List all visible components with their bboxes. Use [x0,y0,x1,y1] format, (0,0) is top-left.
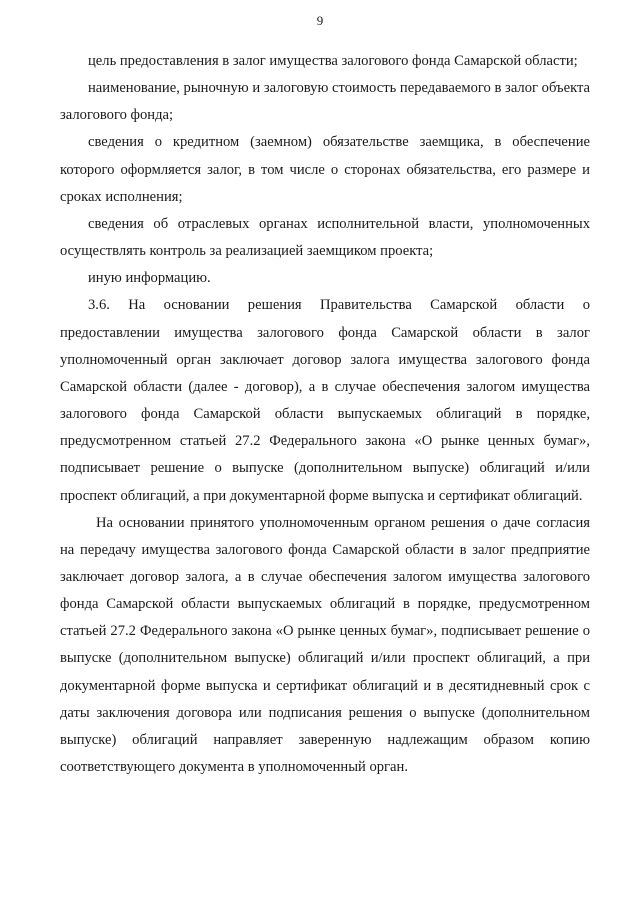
paragraph-other-info: иную информацию. [88,270,211,287]
paragraph-enterprise-contract: На основании принятого уполномоченным органом решения о даче согласия на передачу имущества залогового фонда Самарской области в залог предприятие заключает договор залога, а в случае обеспечения залогом имущества залогового фонда Самарской области выпускаемых облигаций в порядке, предусмотренном статьей 27.2 Федерального закона «О рынке ценных бумаг», подписывает решение о выпуске (дополнительном выпуске) облигаций и/или проспект облигаций, а при документарной форме выпуска и сертификат облигаций и в десятидневный срок с даты заключения договора или подписания решения о выпуске (дополнительном выпуске) облигаций направляет заверенную надлежащим образом копию соответствующего документа в уполномоченный орган. [60,514,590,776]
paragraph-section-3-6: 3.6. На основании решения Правительства Самарской области о предоставлении имущества залогового фонда Самарской области в залог уполномоченный орган заключает договор залога имущества залогового фонда Самарской области (далее - договор), а в случае обеспечения залогом имущества залогового фонда Самарской области выпускаемых облигаций в порядке, предусмотренном статьей 27.2 Федерального закона «О рынке ценных бумаг», подписывает решение о выпуске (дополнительном выпуске) облигаций и/или проспект облигаций, а при документарной форме выпуска и сертификат облигаций. [60,297,590,504]
paragraph-executive-bodies: сведения об отраслевых органах исполнительной власти, уполномоченных осуществлять контроль за реализацией заемщиком проекта; [60,215,590,260]
document-body [60,48,590,781]
paragraph-pledge-purpose: цель предоставления в залог имущества залогового фонда Самарской области; [88,53,578,69]
paragraph-credit-obligation: сведения о кредитном (заемном) обязательстве заемщика, в обеспечение которого оформляется залог, в том числе о сторонах обязательства, его размере и сроках исполнения; [60,134,590,205]
paragraph-object-valuation: наименование, рыночную и залоговую стоимость передаваемого в залог объекта залогового фонда; [60,80,590,124]
page-number: 9 [316,13,324,28]
